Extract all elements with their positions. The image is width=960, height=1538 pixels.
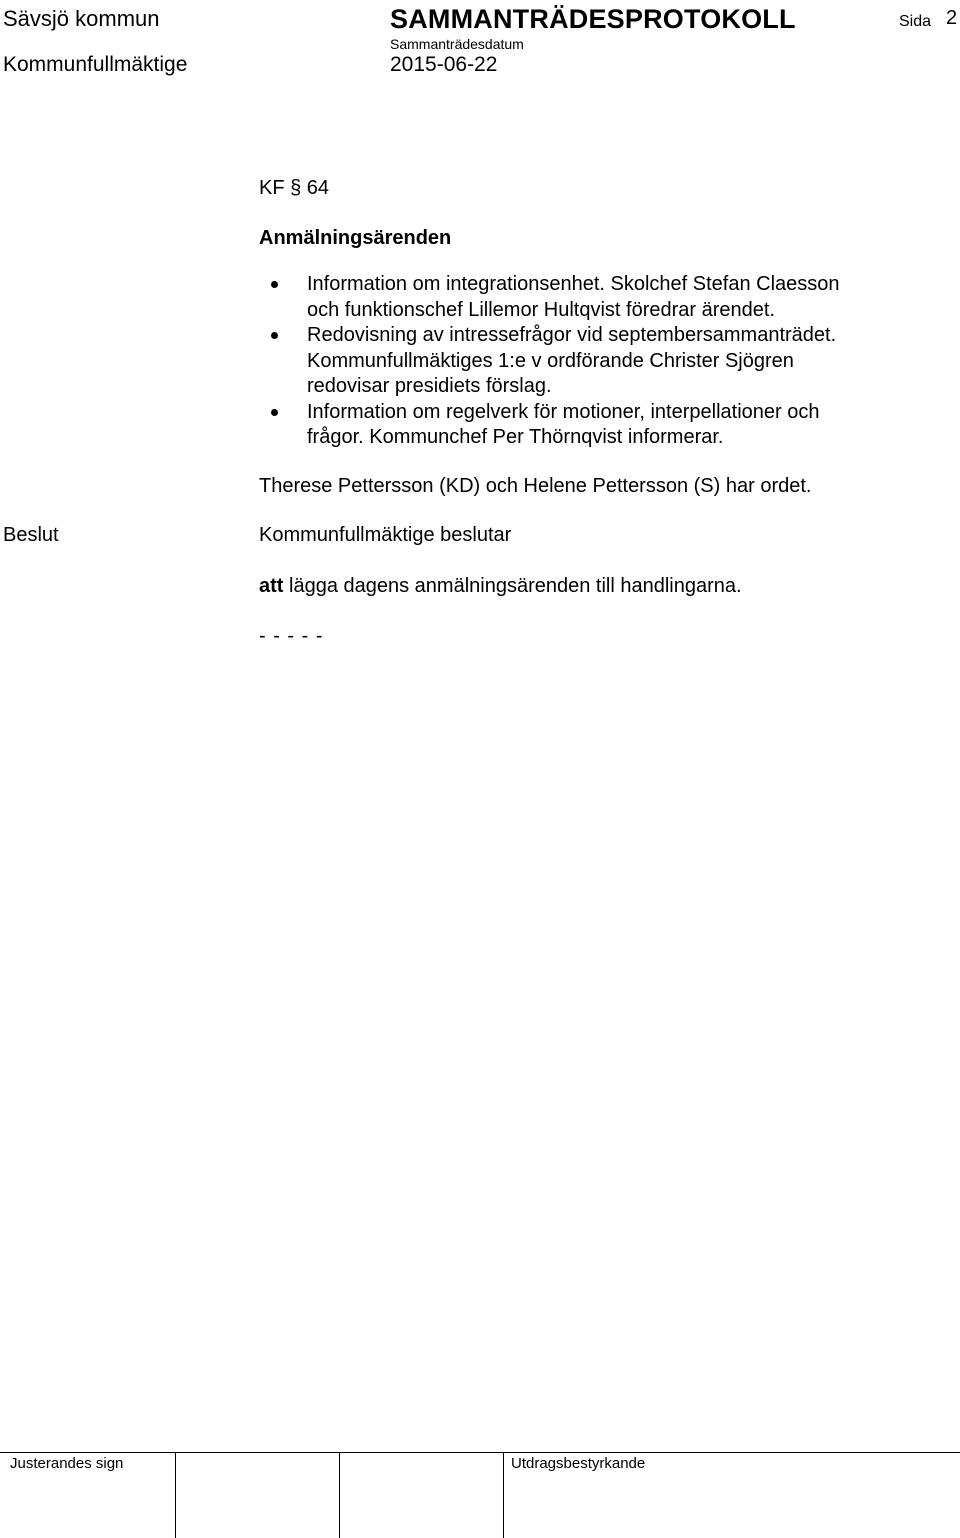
bullet-icon: [271, 281, 278, 288]
governing-body: Kommunfullmäktige: [3, 53, 188, 76]
case-number: KF § 64: [259, 177, 330, 199]
list-item-line: Information om integrationsenhet. Skolchef Stefan Claesson: [307, 273, 840, 295]
list-item: [259, 323, 899, 400]
signature-label: Justerandes sign: [10, 1455, 124, 1472]
meeting-date: 2015-06-22: [390, 53, 498, 76]
list-item-line: frågor. Kommunchef Per Thörnqvist informerar.: [307, 426, 724, 448]
speakers-note: Therese Pettersson (KD) och Helene Pettersson (S) har ordet.: [259, 475, 812, 497]
list-item-line: Information om regelverk för motioner, interpellationer och: [307, 400, 820, 423]
document-title: SAMMANTRÄDESPROTOKOLL: [390, 4, 796, 34]
footer-divider: [339, 1452, 340, 1538]
list-item: [259, 272, 899, 323]
decision-body: lägga dagens anmälningsärenden till handlingarna.: [283, 575, 742, 597]
bullet-icon: [271, 409, 278, 416]
footer-divider: [175, 1452, 176, 1538]
organization-name: Sävsjö kommun: [3, 6, 160, 31]
decision-label: Beslut: [3, 524, 59, 546]
list-item-line: och funktionschef Lillemor Hultqvist föredrar ärendet.: [307, 298, 776, 321]
decision-text: [259, 574, 742, 599]
extract-certification-label: Utdragsbestyrkande: [511, 1455, 646, 1472]
item-list: [259, 272, 899, 451]
att-keyword: att: [259, 575, 284, 597]
footer-divider: [503, 1452, 504, 1538]
list-item: [259, 400, 899, 451]
footer-rule: [0, 1452, 960, 1453]
list-item-line: Kommunfullmäktiges 1:e v ordförande Christer Sjögren: [307, 349, 794, 372]
bullet-icon: [271, 332, 278, 339]
list-item-line: Redovisning av intressefrågor vid septembersammanträdet.: [307, 324, 837, 346]
decision-intro: Kommunfullmäktige beslutar: [259, 524, 512, 546]
page-label: Sida: [899, 13, 932, 30]
end-marker: - - - - -: [259, 625, 324, 647]
meeting-date-label: Sammanträdesdatum: [390, 36, 524, 52]
list-item-line: redovisar presidiets förslag.: [307, 375, 552, 397]
case-heading: Anmälningsärenden: [259, 227, 452, 249]
page-number: 2: [946, 7, 958, 29]
